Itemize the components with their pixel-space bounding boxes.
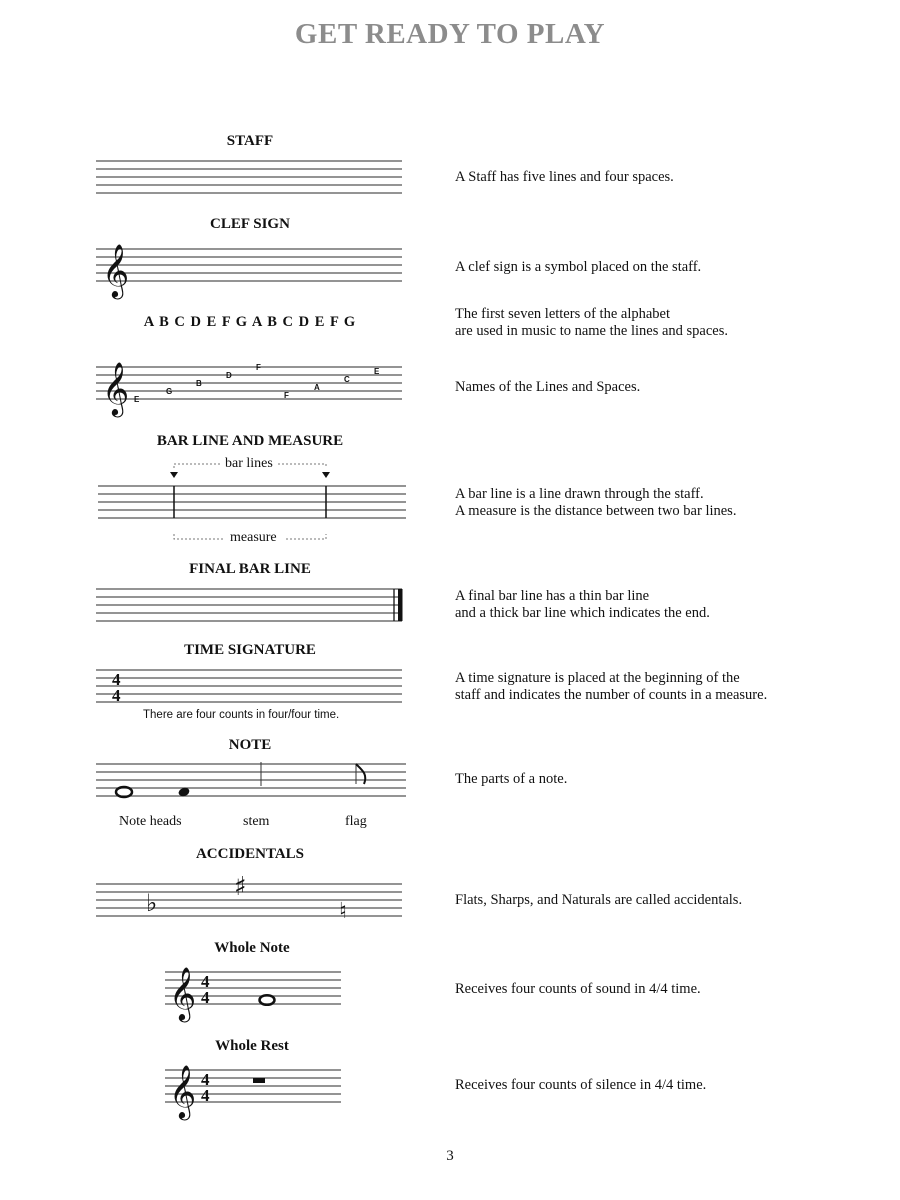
treble-clef-icon: 𝄞 xyxy=(102,361,130,415)
staff-diagram xyxy=(96,158,404,198)
alphabet-letters: A B C D E F G A B C D E F G xyxy=(143,314,357,330)
barline-heading: BAR LINE AND MEASURE xyxy=(156,433,344,449)
treble-clef-icon: 𝄞 xyxy=(102,243,130,297)
thick-bar-line xyxy=(398,589,403,621)
final-barline-description-1: A final bar line has a thin bar line xyxy=(455,588,650,604)
measure-label: measure xyxy=(230,530,277,545)
clef-description: A clef sign is a symbol placed on the staff. xyxy=(455,259,702,275)
accidentals-description: Flats, Sharps, and Naturals are called accidentals. xyxy=(455,892,743,908)
time-signature-description-2: staff and indicates the number of counts in a measure. xyxy=(455,687,768,703)
time-signature-bottom: 4 xyxy=(201,1086,210,1105)
time-signature-description-1: A time signature is placed at the beginning of the xyxy=(455,670,740,686)
whole-rest-staff xyxy=(165,1056,345,1122)
line-letter: F xyxy=(256,363,261,372)
line-letter: G xyxy=(166,387,173,396)
whole-rest-icon xyxy=(253,1078,265,1083)
space-letter: A xyxy=(314,383,320,392)
page-number: 3 xyxy=(446,1148,454,1164)
line-letter: E xyxy=(134,395,140,404)
natural-icon: ♮ xyxy=(339,899,347,924)
note-parts-staff xyxy=(96,758,408,808)
note-heads-label: Note heads xyxy=(119,814,182,829)
final-barline-description-2: and a thick bar line which indicates the end. xyxy=(455,605,710,621)
time-signature-bottom: 4 xyxy=(201,988,210,1007)
bar-lines-label: bar lines xyxy=(225,456,273,471)
whole-note-description: Receives four counts of sound in 4/4 time. xyxy=(455,981,701,997)
time-signature-bottom: 4 xyxy=(112,686,121,705)
letters-description-2: are used in music to name the lines and spaces. xyxy=(455,323,729,339)
space-letter: C xyxy=(344,375,350,384)
time-signature-top: 4 xyxy=(201,972,210,991)
sharp-icon: ♯ xyxy=(234,872,247,902)
line-letter: B xyxy=(196,379,202,388)
flat-icon: ♭ xyxy=(146,889,158,917)
note-heading: NOTE xyxy=(228,737,272,753)
names-staff xyxy=(96,355,404,415)
barline-description-1: A bar line is a line drawn through the staff. xyxy=(455,486,704,502)
space-letter: E xyxy=(374,367,380,376)
time-signature-caption: There are four counts in four/four time. xyxy=(143,709,340,721)
space-letter: F xyxy=(284,391,289,400)
clef-heading: CLEF SIGN xyxy=(210,216,290,232)
line-letter: D xyxy=(226,371,232,380)
treble-clef-icon: 𝄞 xyxy=(169,1064,197,1118)
whole-note-icon xyxy=(260,995,275,1005)
staff-description: A Staff has five lines and four spaces. xyxy=(455,169,674,185)
time-signature-top: 4 xyxy=(112,670,121,689)
final-barline-heading: FINAL BAR LINE xyxy=(189,561,311,577)
staff-heading: STAFF xyxy=(226,133,274,149)
whole-note-heading: Whole Note xyxy=(214,940,290,956)
flag-label: flag xyxy=(345,814,367,829)
clef-staff xyxy=(96,238,404,298)
stem-label: stem xyxy=(243,814,270,829)
note-flag xyxy=(356,764,365,784)
whole-note-staff xyxy=(165,958,345,1024)
whole-rest-heading: Whole Rest xyxy=(215,1038,289,1054)
letters-description-1: The first seven letters of the alphabet xyxy=(455,306,671,322)
accidentals-staff xyxy=(96,868,406,924)
final-barline-staff xyxy=(96,585,408,625)
names-description: Names of the Lines and Spaces. xyxy=(455,379,641,395)
note-description: The parts of a note. xyxy=(455,771,568,787)
time-signature-heading: TIME SIGNATURE xyxy=(184,642,316,658)
time-signature-staff xyxy=(96,666,404,706)
treble-clef-icon: 𝄞 xyxy=(169,966,197,1020)
whole-rest-description: Receives four counts of silence in 4/4 time. xyxy=(455,1077,707,1093)
barline-description-2: A measure is the distance between two bar lines. xyxy=(455,503,737,519)
accidentals-heading: ACCIDENTALS xyxy=(195,846,305,862)
page-title: GET READY TO PLAY xyxy=(294,18,606,50)
time-signature-top: 4 xyxy=(201,1070,210,1089)
